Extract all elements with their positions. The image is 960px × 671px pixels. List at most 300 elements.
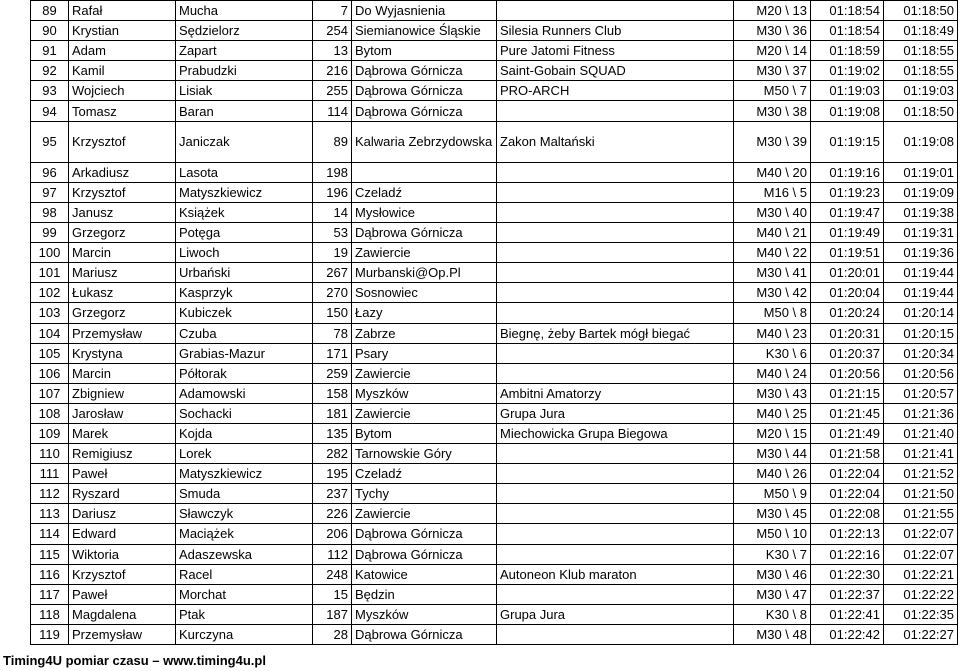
net-time-cell: 01:22:22 (884, 584, 958, 604)
city-cell: Myszków (352, 604, 497, 624)
net-time-cell: 01:22:07 (884, 524, 958, 544)
gun-time-cell: 01:21:15 (811, 383, 884, 403)
net-time-cell: 01:19:36 (884, 243, 958, 263)
category-cell: M30 \ 41 (734, 263, 811, 283)
bib-cell: 267 (313, 263, 352, 283)
bib-cell: 198 (313, 162, 352, 182)
last-name-cell: Adamowski (176, 383, 313, 403)
club-cell: Autoneon Klub maraton (497, 564, 734, 584)
gun-time-cell: 01:19:23 (811, 182, 884, 202)
gun-time-cell: 01:18:59 (811, 41, 884, 61)
club-cell (497, 202, 734, 222)
club-cell (497, 363, 734, 383)
gun-time-cell: 01:22:41 (811, 604, 884, 624)
net-time-cell: 01:19:31 (884, 223, 958, 243)
category-cell: M20 \ 13 (734, 1, 811, 21)
first-name-cell: Ryszard (69, 484, 176, 504)
category-cell: M50 \ 8 (734, 303, 811, 323)
last-name-cell: Sławczyk (176, 504, 313, 524)
last-name-cell: Półtorak (176, 363, 313, 383)
club-cell (497, 182, 734, 202)
city-cell: Zawiercie (352, 243, 497, 263)
net-time-cell: 01:22:35 (884, 604, 958, 624)
last-name-cell: Maciążek (176, 524, 313, 544)
category-cell: M40 \ 25 (734, 403, 811, 423)
last-name-cell: Liwoch (176, 243, 313, 263)
city-cell: Kalwaria Zebrzydowska (352, 121, 497, 162)
city-cell: Sosnowiec (352, 283, 497, 303)
bib-cell: 181 (313, 403, 352, 423)
bib-cell: 112 (313, 544, 352, 564)
club-cell: Silesia Runners Club (497, 21, 734, 41)
category-cell: M30 \ 37 (734, 61, 811, 81)
club-cell (497, 303, 734, 323)
gun-time-cell: 01:22:13 (811, 524, 884, 544)
place-cell: 110 (31, 444, 69, 464)
last-name-cell: Adaszewska (176, 544, 313, 564)
place-cell: 113 (31, 504, 69, 524)
city-cell: Tarnowskie Góry (352, 444, 497, 464)
gun-time-cell: 01:19:16 (811, 162, 884, 182)
place-cell: 99 (31, 223, 69, 243)
net-time-cell: 01:19:44 (884, 283, 958, 303)
net-time-cell: 01:20:57 (884, 383, 958, 403)
table-row (31, 101, 958, 121)
bib-cell: 196 (313, 182, 352, 202)
place-cell: 112 (31, 484, 69, 504)
club-cell (497, 162, 734, 182)
club-cell (497, 101, 734, 121)
first-name-cell: Arkadiusz (69, 162, 176, 182)
first-name-cell: Magdalena (69, 604, 176, 624)
net-time-cell: 01:21:55 (884, 504, 958, 524)
table-row (31, 283, 958, 303)
gun-time-cell: 01:22:42 (811, 624, 884, 644)
club-cell (497, 464, 734, 484)
results-table (30, 0, 958, 645)
category-cell: K30 \ 6 (734, 343, 811, 363)
net-time-cell: 01:18:50 (884, 101, 958, 121)
club-cell (497, 283, 734, 303)
place-cell: 92 (31, 61, 69, 81)
place-cell: 115 (31, 544, 69, 564)
last-name-cell: Kojda (176, 423, 313, 443)
table-row (31, 21, 958, 41)
gun-time-cell: 01:22:04 (811, 464, 884, 484)
bib-cell: 237 (313, 484, 352, 504)
last-name-cell: Grabias-Mazur (176, 343, 313, 363)
place-cell: 109 (31, 423, 69, 443)
first-name-cell: Adam (69, 41, 176, 61)
club-cell (497, 1, 734, 21)
club-cell (497, 504, 734, 524)
bib-cell: 216 (313, 61, 352, 81)
net-time-cell: 01:21:40 (884, 423, 958, 443)
last-name-cell: Racel (176, 564, 313, 584)
first-name-cell: Wojciech (69, 81, 176, 101)
gun-time-cell: 01:20:04 (811, 283, 884, 303)
gun-time-cell: 01:22:37 (811, 584, 884, 604)
category-cell: M30 \ 36 (734, 21, 811, 41)
category-cell: K30 \ 7 (734, 544, 811, 564)
city-cell: Zabrze (352, 323, 497, 343)
table-row (31, 544, 958, 564)
net-time-cell: 01:22:27 (884, 624, 958, 644)
first-name-cell: Krystian (69, 21, 176, 41)
table-row (31, 383, 958, 403)
first-name-cell: Marcin (69, 363, 176, 383)
city-cell: Do Wyjasnienia (352, 1, 497, 21)
bib-cell: 114 (313, 101, 352, 121)
place-cell: 90 (31, 21, 69, 41)
table-row (31, 243, 958, 263)
place-cell: 95 (31, 121, 69, 162)
club-cell (497, 243, 734, 263)
net-time-cell: 01:18:49 (884, 21, 958, 41)
last-name-cell: Czuba (176, 323, 313, 343)
gun-time-cell: 01:19:02 (811, 61, 884, 81)
city-cell: Dąbrowa Górnicza (352, 101, 497, 121)
bib-cell: 15 (313, 584, 352, 604)
table-row (31, 584, 958, 604)
first-name-cell: Zbigniew (69, 383, 176, 403)
table-row (31, 343, 958, 363)
last-name-cell: Lasota (176, 162, 313, 182)
table-row (31, 1, 958, 21)
last-name-cell: Kubiczek (176, 303, 313, 323)
bib-cell: 89 (313, 121, 352, 162)
table-row (31, 363, 958, 383)
first-name-cell: Marek (69, 423, 176, 443)
table-row (31, 564, 958, 584)
last-name-cell: Matyszkiewicz (176, 464, 313, 484)
gun-time-cell: 01:20:24 (811, 303, 884, 323)
gun-time-cell: 01:19:47 (811, 202, 884, 222)
last-name-cell: Urbański (176, 263, 313, 283)
city-cell: Zawiercie (352, 363, 497, 383)
club-cell (497, 444, 734, 464)
first-name-cell: Janusz (69, 202, 176, 222)
club-cell (497, 263, 734, 283)
first-name-cell: Grzegorz (69, 223, 176, 243)
city-cell: Dąbrowa Górnicza (352, 223, 497, 243)
place-cell: 119 (31, 624, 69, 644)
last-name-cell: Lisiak (176, 81, 313, 101)
net-time-cell: 01:21:41 (884, 444, 958, 464)
city-cell: Dąbrowa Górnicza (352, 524, 497, 544)
club-cell: Biegnę, żeby Bartek mógł biegać (497, 323, 734, 343)
net-time-cell: 01:20:56 (884, 363, 958, 383)
table-row (31, 263, 958, 283)
net-time-cell: 01:21:36 (884, 403, 958, 423)
last-name-cell: Baran (176, 101, 313, 121)
category-cell: K30 \ 8 (734, 604, 811, 624)
category-cell: M40 \ 22 (734, 243, 811, 263)
table-row (31, 223, 958, 243)
gun-time-cell: 01:22:04 (811, 484, 884, 504)
first-name-cell: Wiktoria (69, 544, 176, 564)
table-row (31, 41, 958, 61)
category-cell: M40 \ 23 (734, 323, 811, 343)
bib-cell: 255 (313, 81, 352, 101)
gun-time-cell: 01:19:51 (811, 243, 884, 263)
table-row (31, 81, 958, 101)
net-time-cell: 01:20:15 (884, 323, 958, 343)
club-cell (497, 544, 734, 564)
first-name-cell: Krzysztof (69, 121, 176, 162)
club-cell: Miechowicka Grupa Biegowa (497, 423, 734, 443)
table-row (31, 162, 958, 182)
table-row (31, 323, 958, 343)
net-time-cell: 01:20:34 (884, 343, 958, 363)
bib-cell: 248 (313, 564, 352, 584)
last-name-cell: Kurczyna (176, 624, 313, 644)
bib-cell: 259 (313, 363, 352, 383)
table-row (31, 403, 958, 423)
last-name-cell: Książek (176, 202, 313, 222)
first-name-cell: Krystyna (69, 343, 176, 363)
net-time-cell: 01:19:44 (884, 263, 958, 283)
first-name-cell: Edward (69, 524, 176, 544)
last-name-cell: Sędzielorz (176, 21, 313, 41)
category-cell: M30 \ 38 (734, 101, 811, 121)
bib-cell: 28 (313, 624, 352, 644)
net-time-cell: 01:19:38 (884, 202, 958, 222)
category-cell: M40 \ 26 (734, 464, 811, 484)
last-name-cell: Mucha (176, 1, 313, 21)
footer-credit: Timing4U pomiar czasu – www.timing4u.pl (3, 653, 266, 668)
first-name-cell: Przemysław (69, 323, 176, 343)
bib-cell: 135 (313, 423, 352, 443)
city-cell: Myszków (352, 383, 497, 403)
club-cell (497, 223, 734, 243)
net-time-cell: 01:18:55 (884, 41, 958, 61)
city-cell: Katowice (352, 564, 497, 584)
gun-time-cell: 01:21:58 (811, 444, 884, 464)
last-name-cell: Sochacki (176, 403, 313, 423)
gun-time-cell: 01:19:03 (811, 81, 884, 101)
bib-cell: 206 (313, 524, 352, 544)
table-row (31, 464, 958, 484)
category-cell: M30 \ 39 (734, 121, 811, 162)
net-time-cell: 01:19:09 (884, 182, 958, 202)
last-name-cell: Smuda (176, 484, 313, 504)
gun-time-cell: 01:22:30 (811, 564, 884, 584)
place-cell: 96 (31, 162, 69, 182)
city-cell: Mysłowice (352, 202, 497, 222)
place-cell: 114 (31, 524, 69, 544)
gun-time-cell: 01:20:31 (811, 323, 884, 343)
first-name-cell: Tomasz (69, 101, 176, 121)
category-cell: M30 \ 46 (734, 564, 811, 584)
gun-time-cell: 01:20:56 (811, 363, 884, 383)
city-cell: Będzin (352, 584, 497, 604)
last-name-cell: Potęga (176, 223, 313, 243)
gun-time-cell: 01:20:01 (811, 263, 884, 283)
place-cell: 106 (31, 363, 69, 383)
city-cell: Zawiercie (352, 504, 497, 524)
net-time-cell: 01:21:50 (884, 484, 958, 504)
results-body (31, 1, 958, 645)
place-cell: 89 (31, 1, 69, 21)
category-cell: M40 \ 20 (734, 162, 811, 182)
first-name-cell: Krzysztof (69, 182, 176, 202)
table-row (31, 604, 958, 624)
bib-cell: 187 (313, 604, 352, 624)
bib-cell: 195 (313, 464, 352, 484)
category-cell: M30 \ 40 (734, 202, 811, 222)
last-name-cell: Zapart (176, 41, 313, 61)
bib-cell: 270 (313, 283, 352, 303)
first-name-cell: Paweł (69, 584, 176, 604)
city-cell: Czeladź (352, 182, 497, 202)
table-row (31, 484, 958, 504)
gun-time-cell: 01:22:08 (811, 504, 884, 524)
first-name-cell: Paweł (69, 464, 176, 484)
bib-cell: 254 (313, 21, 352, 41)
gun-time-cell: 01:20:37 (811, 343, 884, 363)
first-name-cell: Grzegorz (69, 303, 176, 323)
place-cell: 100 (31, 243, 69, 263)
first-name-cell: Remigiusz (69, 444, 176, 464)
table-row (31, 524, 958, 544)
category-cell: M30 \ 42 (734, 283, 811, 303)
first-name-cell: Krzysztof (69, 564, 176, 584)
net-time-cell: 01:21:52 (884, 464, 958, 484)
club-cell: Grupa Jura (497, 403, 734, 423)
gun-time-cell: 01:21:45 (811, 403, 884, 423)
last-name-cell: Matyszkiewicz (176, 182, 313, 202)
place-cell: 93 (31, 81, 69, 101)
table-row (31, 202, 958, 222)
place-cell: 116 (31, 564, 69, 584)
table-row (31, 423, 958, 443)
bib-cell: 78 (313, 323, 352, 343)
first-name-cell: Dariusz (69, 504, 176, 524)
last-name-cell: Janiczak (176, 121, 313, 162)
category-cell: M16 \ 5 (734, 182, 811, 202)
place-cell: 94 (31, 101, 69, 121)
gun-time-cell: 01:22:16 (811, 544, 884, 564)
bib-cell: 7 (313, 1, 352, 21)
city-cell: Tychy (352, 484, 497, 504)
city-cell (352, 162, 497, 182)
city-cell: Dąbrowa Górnicza (352, 624, 497, 644)
place-cell: 111 (31, 464, 69, 484)
city-cell: Dąbrowa Górnicza (352, 81, 497, 101)
gun-time-cell: 01:21:49 (811, 423, 884, 443)
category-cell: M20 \ 14 (734, 41, 811, 61)
city-cell: Siemianowice Śląskie (352, 21, 497, 41)
net-time-cell: 01:22:07 (884, 544, 958, 564)
last-name-cell: Ptak (176, 604, 313, 624)
net-time-cell: 01:19:08 (884, 121, 958, 162)
gun-time-cell: 01:18:54 (811, 1, 884, 21)
category-cell: M50 \ 10 (734, 524, 811, 544)
net-time-cell: 01:18:50 (884, 1, 958, 21)
bib-cell: 14 (313, 202, 352, 222)
category-cell: M50 \ 9 (734, 484, 811, 504)
first-name-cell: Marcin (69, 243, 176, 263)
gun-time-cell: 01:19:08 (811, 101, 884, 121)
bib-cell: 150 (313, 303, 352, 323)
category-cell: M30 \ 48 (734, 624, 811, 644)
place-cell: 91 (31, 41, 69, 61)
net-time-cell: 01:19:03 (884, 81, 958, 101)
club-cell (497, 484, 734, 504)
table-row (31, 61, 958, 81)
net-time-cell: 01:22:21 (884, 564, 958, 584)
category-cell: M30 \ 43 (734, 383, 811, 403)
place-cell: 101 (31, 263, 69, 283)
club-cell: Zakon Maltański (497, 121, 734, 162)
category-cell: M30 \ 44 (734, 444, 811, 464)
club-cell: Grupa Jura (497, 604, 734, 624)
bib-cell: 226 (313, 504, 352, 524)
city-cell: Bytom (352, 41, 497, 61)
city-cell: Bytom (352, 423, 497, 443)
place-cell: 107 (31, 383, 69, 403)
place-cell: 104 (31, 323, 69, 343)
first-name-cell: Mariusz (69, 263, 176, 283)
bib-cell: 19 (313, 243, 352, 263)
net-time-cell: 01:20:14 (884, 303, 958, 323)
bib-cell: 13 (313, 41, 352, 61)
city-cell: Dąbrowa Górnicza (352, 61, 497, 81)
category-cell: M40 \ 24 (734, 363, 811, 383)
table-row (31, 624, 958, 644)
table-row (31, 444, 958, 464)
first-name-cell: Kamil (69, 61, 176, 81)
club-cell (497, 524, 734, 544)
bib-cell: 282 (313, 444, 352, 464)
city-cell: Zawiercie (352, 403, 497, 423)
first-name-cell: Jarosław (69, 403, 176, 423)
category-cell: M40 \ 21 (734, 223, 811, 243)
net-time-cell: 01:19:01 (884, 162, 958, 182)
place-cell: 117 (31, 584, 69, 604)
last-name-cell: Lorek (176, 444, 313, 464)
category-cell: M50 \ 7 (734, 81, 811, 101)
place-cell: 108 (31, 403, 69, 423)
place-cell: 118 (31, 604, 69, 624)
club-cell (497, 584, 734, 604)
last-name-cell: Morchat (176, 584, 313, 604)
first-name-cell: Rafał (69, 1, 176, 21)
category-cell: M20 \ 15 (734, 423, 811, 443)
table-row (31, 121, 958, 162)
club-cell: Pure Jatomi Fitness (497, 41, 734, 61)
bib-cell: 171 (313, 343, 352, 363)
table-row (31, 504, 958, 524)
table-row (31, 182, 958, 202)
city-cell: Psary (352, 343, 497, 363)
place-cell: 102 (31, 283, 69, 303)
category-cell: M30 \ 45 (734, 504, 811, 524)
place-cell: 98 (31, 202, 69, 222)
category-cell: M30 \ 47 (734, 584, 811, 604)
club-cell (497, 624, 734, 644)
first-name-cell: Przemysław (69, 624, 176, 644)
city-cell: Murbanski@Op.Pl (352, 263, 497, 283)
table-row (31, 303, 958, 323)
club-cell: PRO-ARCH (497, 81, 734, 101)
last-name-cell: Kasprzyk (176, 283, 313, 303)
bib-cell: 158 (313, 383, 352, 403)
city-cell: Łazy (352, 303, 497, 323)
club-cell (497, 343, 734, 363)
club-cell: Ambitni Amatorzy (497, 383, 734, 403)
